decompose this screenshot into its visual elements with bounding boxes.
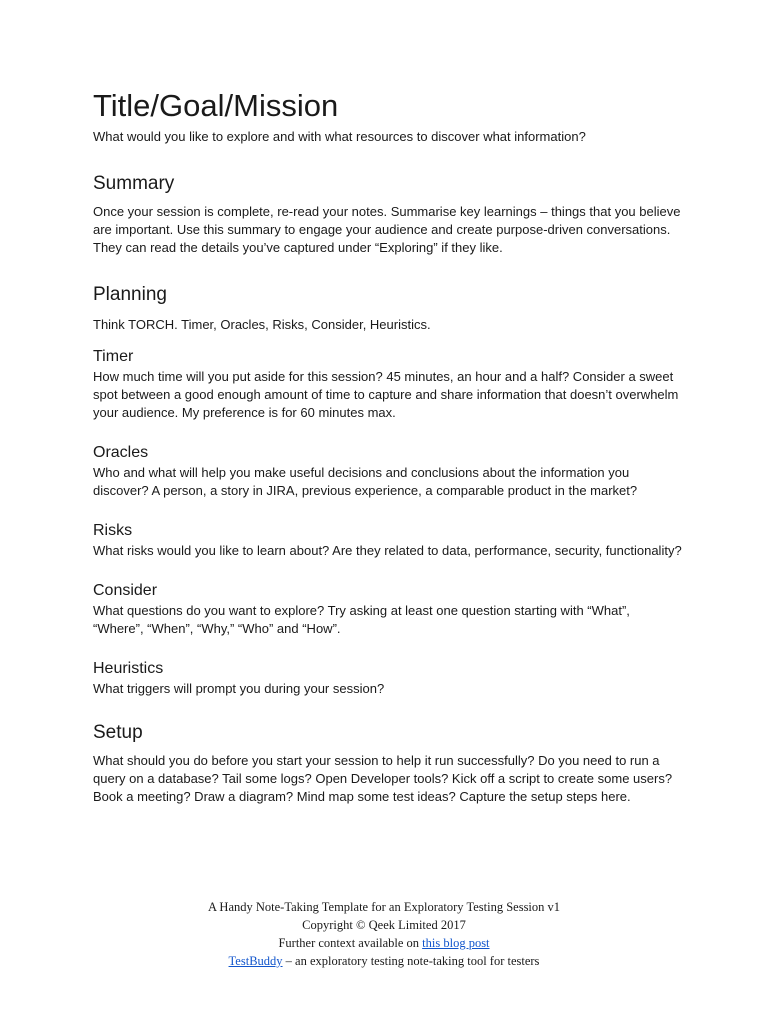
blog-post-link[interactable]: this blog post — [422, 936, 490, 950]
consider-body: What questions do you want to explore? Try asking at least one question starting with “What”, “Where”, “When”, “Why,” “Who” and “How”. — [93, 603, 630, 636]
section-heuristics — [93, 658, 683, 698]
section-summary — [93, 171, 683, 257]
summary-heading: Summary — [93, 173, 175, 194]
footer-tool-line — [0, 952, 768, 970]
timer-heading: Timer — [93, 348, 134, 365]
section-consider — [93, 580, 683, 638]
footer-tool-suffix: – an exploratory testing note-taking tool for testers — [282, 954, 540, 968]
section-timer — [93, 346, 683, 422]
section-risks — [93, 520, 683, 560]
document-subtitle: What would you like to explore and with what resources to discover what information? — [93, 129, 586, 144]
document-title: Title/Goal/Mission — [93, 88, 339, 123]
footer-context-line — [0, 934, 768, 952]
summary-body: Once your session is complete, re-read your notes. Summarise key learnings – things that you believe are important. Use this summary to engage your audience and create purpose-driven conversations. They can read the details you’ve captured under “Exploring” if they like. — [93, 204, 681, 255]
document-body — [93, 84, 683, 806]
testbuddy-link[interactable]: TestBuddy — [228, 954, 283, 968]
heuristics-body: What triggers will prompt you during your session? — [93, 681, 385, 696]
oracles-body: Who and what will help you make useful decisions and conclusions about the information you discover? A person, a story in JIRA, previous experience, a comparable product in the market? — [93, 465, 638, 498]
risks-heading: Risks — [93, 522, 133, 539]
consider-heading: Consider — [93, 582, 158, 599]
oracles-heading: Oracles — [93, 444, 149, 461]
risks-body: What risks would you like to learn about? Are they related to data, performance, security, functionality? — [93, 543, 682, 558]
footer-context-prefix: Further context available on — [278, 936, 423, 950]
setup-body: What should you do before you start your session to help it run successfully? Do you need to run a query on a database? Tail some logs? Open Developer tools? Kick off a script to create some users? Book a meeting? Draw a diagram? Mind map some test ideas? Capture the setup steps here. — [93, 753, 673, 804]
setup-heading: Setup — [93, 722, 143, 743]
timer-body: How much time will you put aside for this session? 45 minutes, an hour and a half? Consider a sweet spot between a good enough amount of time to capture and share information that doesn’t overwhelm your audience. My preference is for 60 minutes max. — [93, 369, 679, 420]
section-oracles — [93, 442, 683, 500]
heuristics-heading: Heuristics — [93, 660, 164, 677]
document-footer — [0, 898, 768, 970]
planning-heading: Planning — [93, 284, 167, 305]
section-planning — [93, 282, 683, 334]
planning-body: Think TORCH. Timer, Oracles, Risks, Consider, Heuristics. — [93, 317, 431, 332]
section-setup — [93, 720, 683, 806]
footer-template-name: A Handy Note-Taking Template for an Exploratory Testing Session v1 — [207, 900, 561, 914]
footer-copyright: Copyright © Qeek Limited 2017 — [302, 918, 466, 932]
